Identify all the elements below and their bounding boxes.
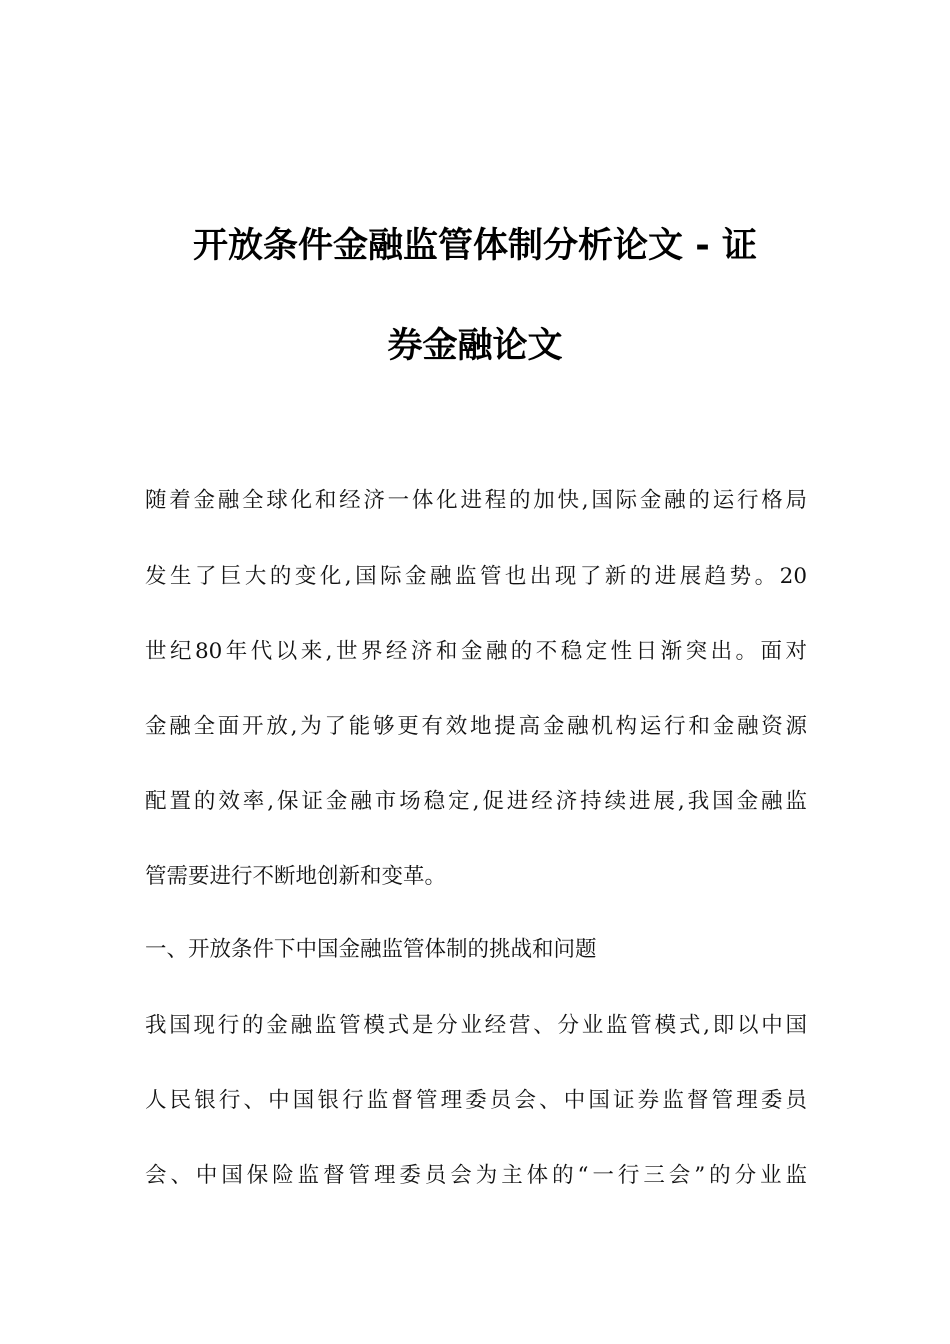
paragraph-line: 我国现行的金融监管模式是分业经营、分业监管模式,即以中国	[145, 1013, 807, 1038]
document-title-line-2: 券金融论文	[387, 326, 563, 366]
document-title-line-1: 开放条件金融监管体制分析论文 - 证	[193, 226, 757, 266]
paragraph-line: 会、中国保险监督管理委员会为主体的“一行三会”的分业监	[145, 1163, 807, 1188]
paragraph-line: 发生了巨大的变化,国际金融监管也出现了新的进展趋势。20	[145, 564, 807, 589]
section-heading: 一、开放条件下中国金融监管体制的挑战和问题	[145, 937, 597, 962]
paragraph-line: 金融全面开放,为了能够更有效地提高金融机构运行和金融资源	[145, 714, 807, 739]
paragraph-line: 人民银行、中国银行监督管理委员会、中国证券监督管理委员	[145, 1088, 807, 1113]
paragraph-line: 世纪80年代以来,世界经济和金融的不稳定性日渐突出。面对	[145, 639, 807, 664]
paragraph-line: 管需要进行不断地创新和变革。	[145, 864, 447, 889]
paragraph-line: 配置的效率,保证金融市场稳定,促进经济持续进展,我国金融监	[145, 789, 807, 814]
paragraph-line: 随着金融全球化和经济一体化进程的加快,国际金融的运行格局	[145, 488, 807, 513]
